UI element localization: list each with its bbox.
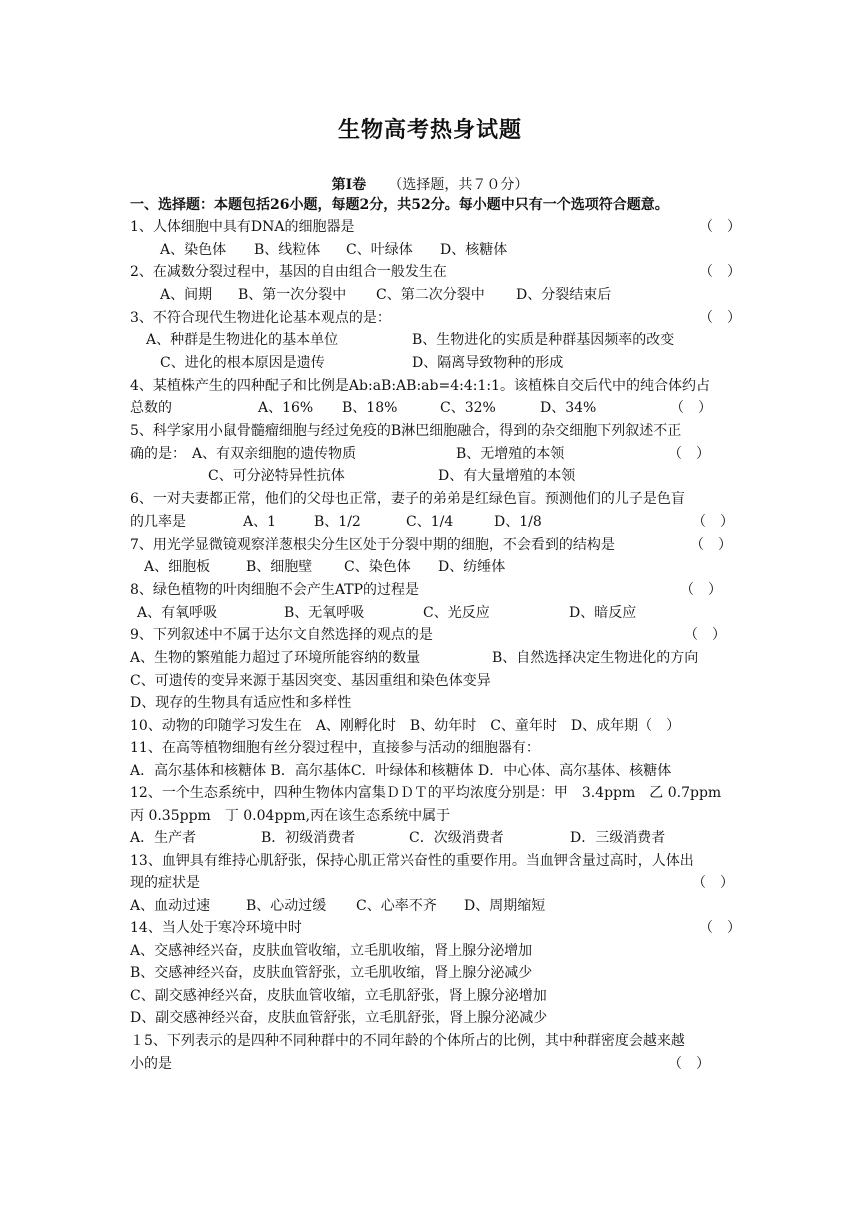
option-a: A、16% (258, 400, 314, 416)
option-a: A、细胞板 (144, 559, 211, 575)
option-b: B、自然选择决定生物进化的方向 (492, 650, 699, 666)
q6-stem: 6、一对夫妻都正常，他们的父母也正常，妻子的弟弟是红绿色盲。预测他们的儿子是色盲 (130, 491, 685, 507)
answer-paren: （ ） (680, 582, 722, 598)
option-b: B、心动过缓 (246, 898, 327, 914)
q11-options: A．高尔基体和核糖体 B．高尔基体C．叶绿体和核糖体 D．中心体、高尔基体、核糖体 (130, 763, 672, 779)
answer-paren: （ ） (668, 1056, 710, 1072)
q15-stem: １5、下列表示的是四种不同种群中的不同年龄的个体所占的比例，其中种群密度会越来越 (130, 1033, 685, 1049)
q9-options-row1 (130, 647, 732, 669)
option-d: D、暗反应 (569, 605, 637, 621)
option-c: C、32% (440, 400, 496, 416)
option-c: C、叶绿体 (346, 242, 413, 258)
q12-stem-cont: 丙 0.35ppm 丁 0.04ppm,丙在该生态系统中属于 (130, 808, 451, 824)
q15-stem-cont: 小的是 (130, 1056, 172, 1072)
q11-stem: 11、在高等植物细胞有丝分裂过程中，直接参与活动的细胞器有： (130, 740, 540, 756)
option-c: C、染色体 (344, 559, 411, 575)
option-d: D、1/8 (494, 514, 542, 530)
option-c: C、1/4 (406, 514, 454, 530)
q9-option-d: D、现存的生物具有适应性和多样性 (130, 695, 352, 711)
q5-stem: 5、科学家用小鼠骨髓瘤细胞与经过免疫的B淋巴细胞融合，得到的杂交细胞下列叙述不正 (130, 423, 682, 439)
option-b: B、1/2 (314, 514, 361, 530)
q13-stem-cont: 现的症状是 (130, 875, 200, 891)
stem-tail: 总数的 (130, 400, 172, 416)
q14-option-c: C、副交感神经兴奋，皮肤血管收缩，立毛肌舒张，肾上腺分泌增加 (130, 988, 547, 1004)
q7-options (130, 556, 732, 578)
q8-stem: 8、绿色植物的叶肉细胞不会产生ATP的过程是 (130, 582, 420, 598)
q13-options (130, 895, 732, 917)
q8-options (130, 602, 732, 624)
option-b: B、生物进化的实质是种群基因频率的改变 (412, 332, 675, 348)
section-name: 第Ⅰ卷 (331, 177, 367, 193)
section-note: （选择题，共７０分） (388, 177, 529, 193)
option-c: C、心率不齐 (356, 898, 437, 914)
answer-paren: （ ） (699, 920, 741, 936)
option-b: B．初级消费者 (261, 830, 356, 846)
q14-option-a: A、交感神经兴奋，皮肤血管收缩，立毛肌收缩，肾上腺分泌增加 (130, 943, 533, 959)
option-a: A、有双亲细胞的遗传物质 (192, 446, 357, 462)
q12-options (130, 827, 732, 849)
q3-options-row1 (130, 329, 732, 351)
answer-paren: （ ） (699, 310, 741, 326)
stem-tail: 的几率是 (130, 514, 186, 530)
q1-stem: 1、人体细胞中具有DNA的细胞器是 (130, 219, 355, 235)
option-d: D、34% (540, 400, 597, 416)
q14-stem: 14、当人处于寒冷环境中时 (130, 920, 302, 936)
option-a: A、染色体 (160, 242, 227, 258)
option-a: A、血动过速 (130, 898, 211, 914)
q3-stem: 3、不符合现代生物进化论基本观点的是： (130, 310, 391, 326)
answer-paren: （ ） (668, 446, 710, 462)
q12-stem: 12、一个生态系统中，四种生物体内富集ＤＤＴ的平均浓度分别是：甲 3.4ppm 乙 0.7ppm (130, 785, 722, 801)
option-c: C、光反应 (423, 605, 490, 621)
answer-paren: （ ） (670, 400, 712, 416)
option-c: C、可分泌特异性抗体 (208, 468, 345, 484)
answer-paren: （ ） (690, 537, 732, 553)
option-a: A、间期 (160, 287, 213, 303)
option-a: A、1 (243, 514, 277, 530)
option-d: D、周期缩短 (464, 898, 546, 914)
option-d: D．三级消费者 (570, 830, 666, 846)
q14-option-d: D、副交感神经兴奋，皮肤血管舒张，立毛肌舒张，肾上腺分泌减少 (130, 1010, 548, 1026)
option-d: D、隔离导致物种的形成 (412, 355, 564, 371)
q1-options (130, 239, 732, 261)
option-b: B、细胞壁 (246, 559, 313, 575)
option-a: A．生产者 (130, 830, 197, 846)
q6-stem-cont (130, 511, 732, 533)
option-d: D、分裂结束后 (516, 287, 612, 303)
q5-stem-cont (130, 443, 732, 465)
option-a: A、有氧呼吸 (137, 605, 218, 621)
option-c: C．次级消费者 (409, 830, 504, 846)
option-d: D、纺缍体 (438, 559, 506, 575)
option-b: B、无增殖的本领 (456, 446, 565, 462)
q2-stem: 2、在减数分裂过程中，基因的自由组合一般发生在 (130, 264, 447, 280)
option-d: D、有大量增殖的本领 (438, 468, 576, 484)
q4-stem-cont (130, 397, 732, 419)
answer-paren: （ ） (692, 514, 734, 530)
page-title: 生物高考热身试题 (337, 117, 522, 143)
instruction: 一、选择题：本题包括26小题，每题2分，共52分。每小题中只有一个选项符合题意。 (130, 197, 669, 213)
answer-paren: （ ） (699, 264, 741, 280)
option-c: C、第二次分裂中 (376, 287, 485, 303)
option-b: B、线粒体 (254, 242, 321, 258)
answer-paren: （ ） (692, 875, 734, 891)
option-a: A、种群是生物进化的基本单位 (146, 332, 339, 348)
answer-paren: （ ） (699, 219, 741, 235)
q13-stem: 13、血钾具有维持心肌舒张，保持心肌正常兴奋性的重要作用。当血钾含量过高时，人体出 (130, 853, 694, 869)
option-c: C、进化的根本原因是遗传 (160, 355, 325, 371)
q9-option-c: C、可遗传的变异来源于基因突变、基因重组和染色体变异 (130, 673, 491, 689)
answer-paren: （ ） (684, 627, 726, 643)
q3-options-row2 (130, 352, 732, 374)
option-a: A、生物的繁殖能力超过了环境所能容纳的数量 (130, 650, 421, 666)
q5-options-row2 (130, 465, 732, 487)
q9-stem: 9、下列叙述中不属于达尔文自然选择的观点的是 (130, 627, 433, 643)
q4-stem: 4、某植株产生的四种配子和比例是Ab:aB:AB:ab=4:4:1:1。该植株自交后代中的纯合体约占 (130, 378, 710, 394)
q14-option-b: B、交感神经兴奋，皮肤血管舒张，立毛肌收缩，肾上腺分泌减少 (130, 965, 533, 981)
option-b: B、无氧呼吸 (284, 605, 365, 621)
option-b: B、第一次分裂中 (238, 287, 347, 303)
q7-stem: 7、用光学显微镜观察洋葱根尖分生区处于分裂中期的细胞，不会看到的结构是 (130, 537, 615, 553)
stem-tail: 确的是： (130, 446, 186, 462)
q10-line: 10、动物的印随学习发生在 A、刚孵化时 B、幼年时 C、童年时 D、成年期（ ） (130, 718, 681, 734)
section-header (0, 174, 860, 194)
q2-options (130, 284, 732, 306)
option-d: D、核糖体 (440, 242, 508, 258)
option-b: B、18% (342, 400, 398, 416)
